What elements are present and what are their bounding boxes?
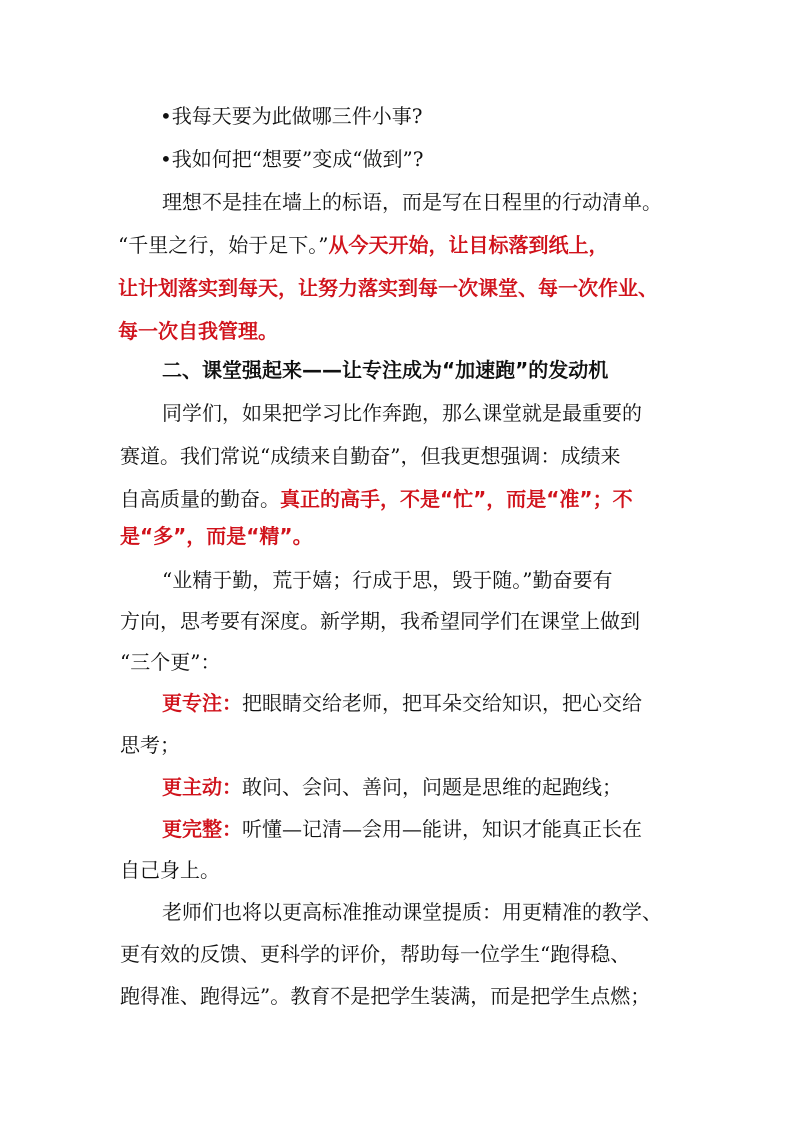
line-text: •我每天要为此做哪三件小事? [160, 104, 423, 128]
line-text: 跑得准、跑得远”。教育不是把学生装满，而是把学生点燃； [120, 984, 651, 1008]
emphasis-text: 让计划落实到每天，让努力落实到每一次课堂、每一次作业、 [118, 276, 658, 300]
line-text: 同学们，如果把学习比作奔跑，那么课堂就是最重要的 [162, 401, 642, 425]
line-text: 自己身上。 [120, 858, 220, 882]
line-text: 老师们也将以更高标准推动课堂提质：用更精准的教学、 [162, 900, 662, 924]
emphasis-text: 从今天开始，让目标落到纸上， [328, 233, 609, 257]
item-label: 更完整： [162, 817, 242, 841]
paragraph-line [0, 940, 793, 968]
line-text: 赛道。我们常说“成绩来自勤奋”，但我更想强调：成绩来 [120, 444, 621, 468]
line-text: “业精于勤，荒于嬉；行成于思，毁于随。”勤奋要有 [162, 568, 613, 592]
paragraph-line [0, 898, 793, 926]
line-text: “三个更”： [120, 650, 221, 674]
section-heading [0, 356, 793, 384]
paragraph-line [0, 399, 793, 427]
item-text: 敢问、会问、善问，问题是思维的起跑线； [242, 775, 622, 799]
item-label: 更专注： [162, 691, 242, 715]
emphasis-text: 真正的高手，不是“忙”，而是“准”；不 [280, 487, 633, 511]
list-item-focus [0, 689, 793, 717]
list-item-active [0, 773, 793, 801]
paragraph-line [0, 231, 793, 259]
quote-text: “千里之行，始于足下。” [118, 233, 329, 257]
item-text: 把眼睛交给老师，把耳朵交给知识，把心交给 [242, 691, 642, 715]
line-text: 自高质量的勤奋。 [120, 487, 280, 511]
line-text: 理想不是挂在墙上的标语，而是写在日程里的行动清单。 [162, 190, 662, 214]
emphasis-line [0, 522, 793, 550]
emphasis-line [0, 274, 793, 302]
line-text: 更有效的反馈、更科学的评价，帮助每一位学生“跑得稳、 [120, 942, 631, 966]
bullet-question-1 [0, 102, 793, 130]
paragraph-line [0, 731, 793, 759]
paragraph-line [0, 648, 793, 676]
emphasis-line [0, 317, 793, 345]
bullet-question-2 [0, 145, 793, 173]
paragraph-line [0, 982, 793, 1010]
paragraph-line [0, 442, 793, 470]
paragraph-line [0, 485, 793, 513]
paragraph-line [0, 188, 793, 216]
line-text: 思考； [120, 733, 180, 757]
line-text: •我如何把“想要”变成“做到”? [160, 147, 424, 171]
heading-text: 二、课堂强起来——让专注成为“加速跑”的发动机 [162, 358, 609, 382]
item-text: 听懂—记清—会用—能讲，知识才能真正长在 [242, 817, 642, 841]
emphasis-text: 是“多”，而是“精”。 [120, 524, 313, 548]
paragraph-line [0, 856, 793, 884]
line-text: 方向，思考要有深度。新学期，我希望同学们在课堂上做到 [120, 609, 640, 633]
paragraph-line [0, 566, 793, 594]
paragraph-line [0, 607, 793, 635]
item-label: 更主动： [162, 775, 242, 799]
list-item-complete [0, 815, 793, 843]
emphasis-text: 每一次自我管理。 [118, 319, 278, 343]
